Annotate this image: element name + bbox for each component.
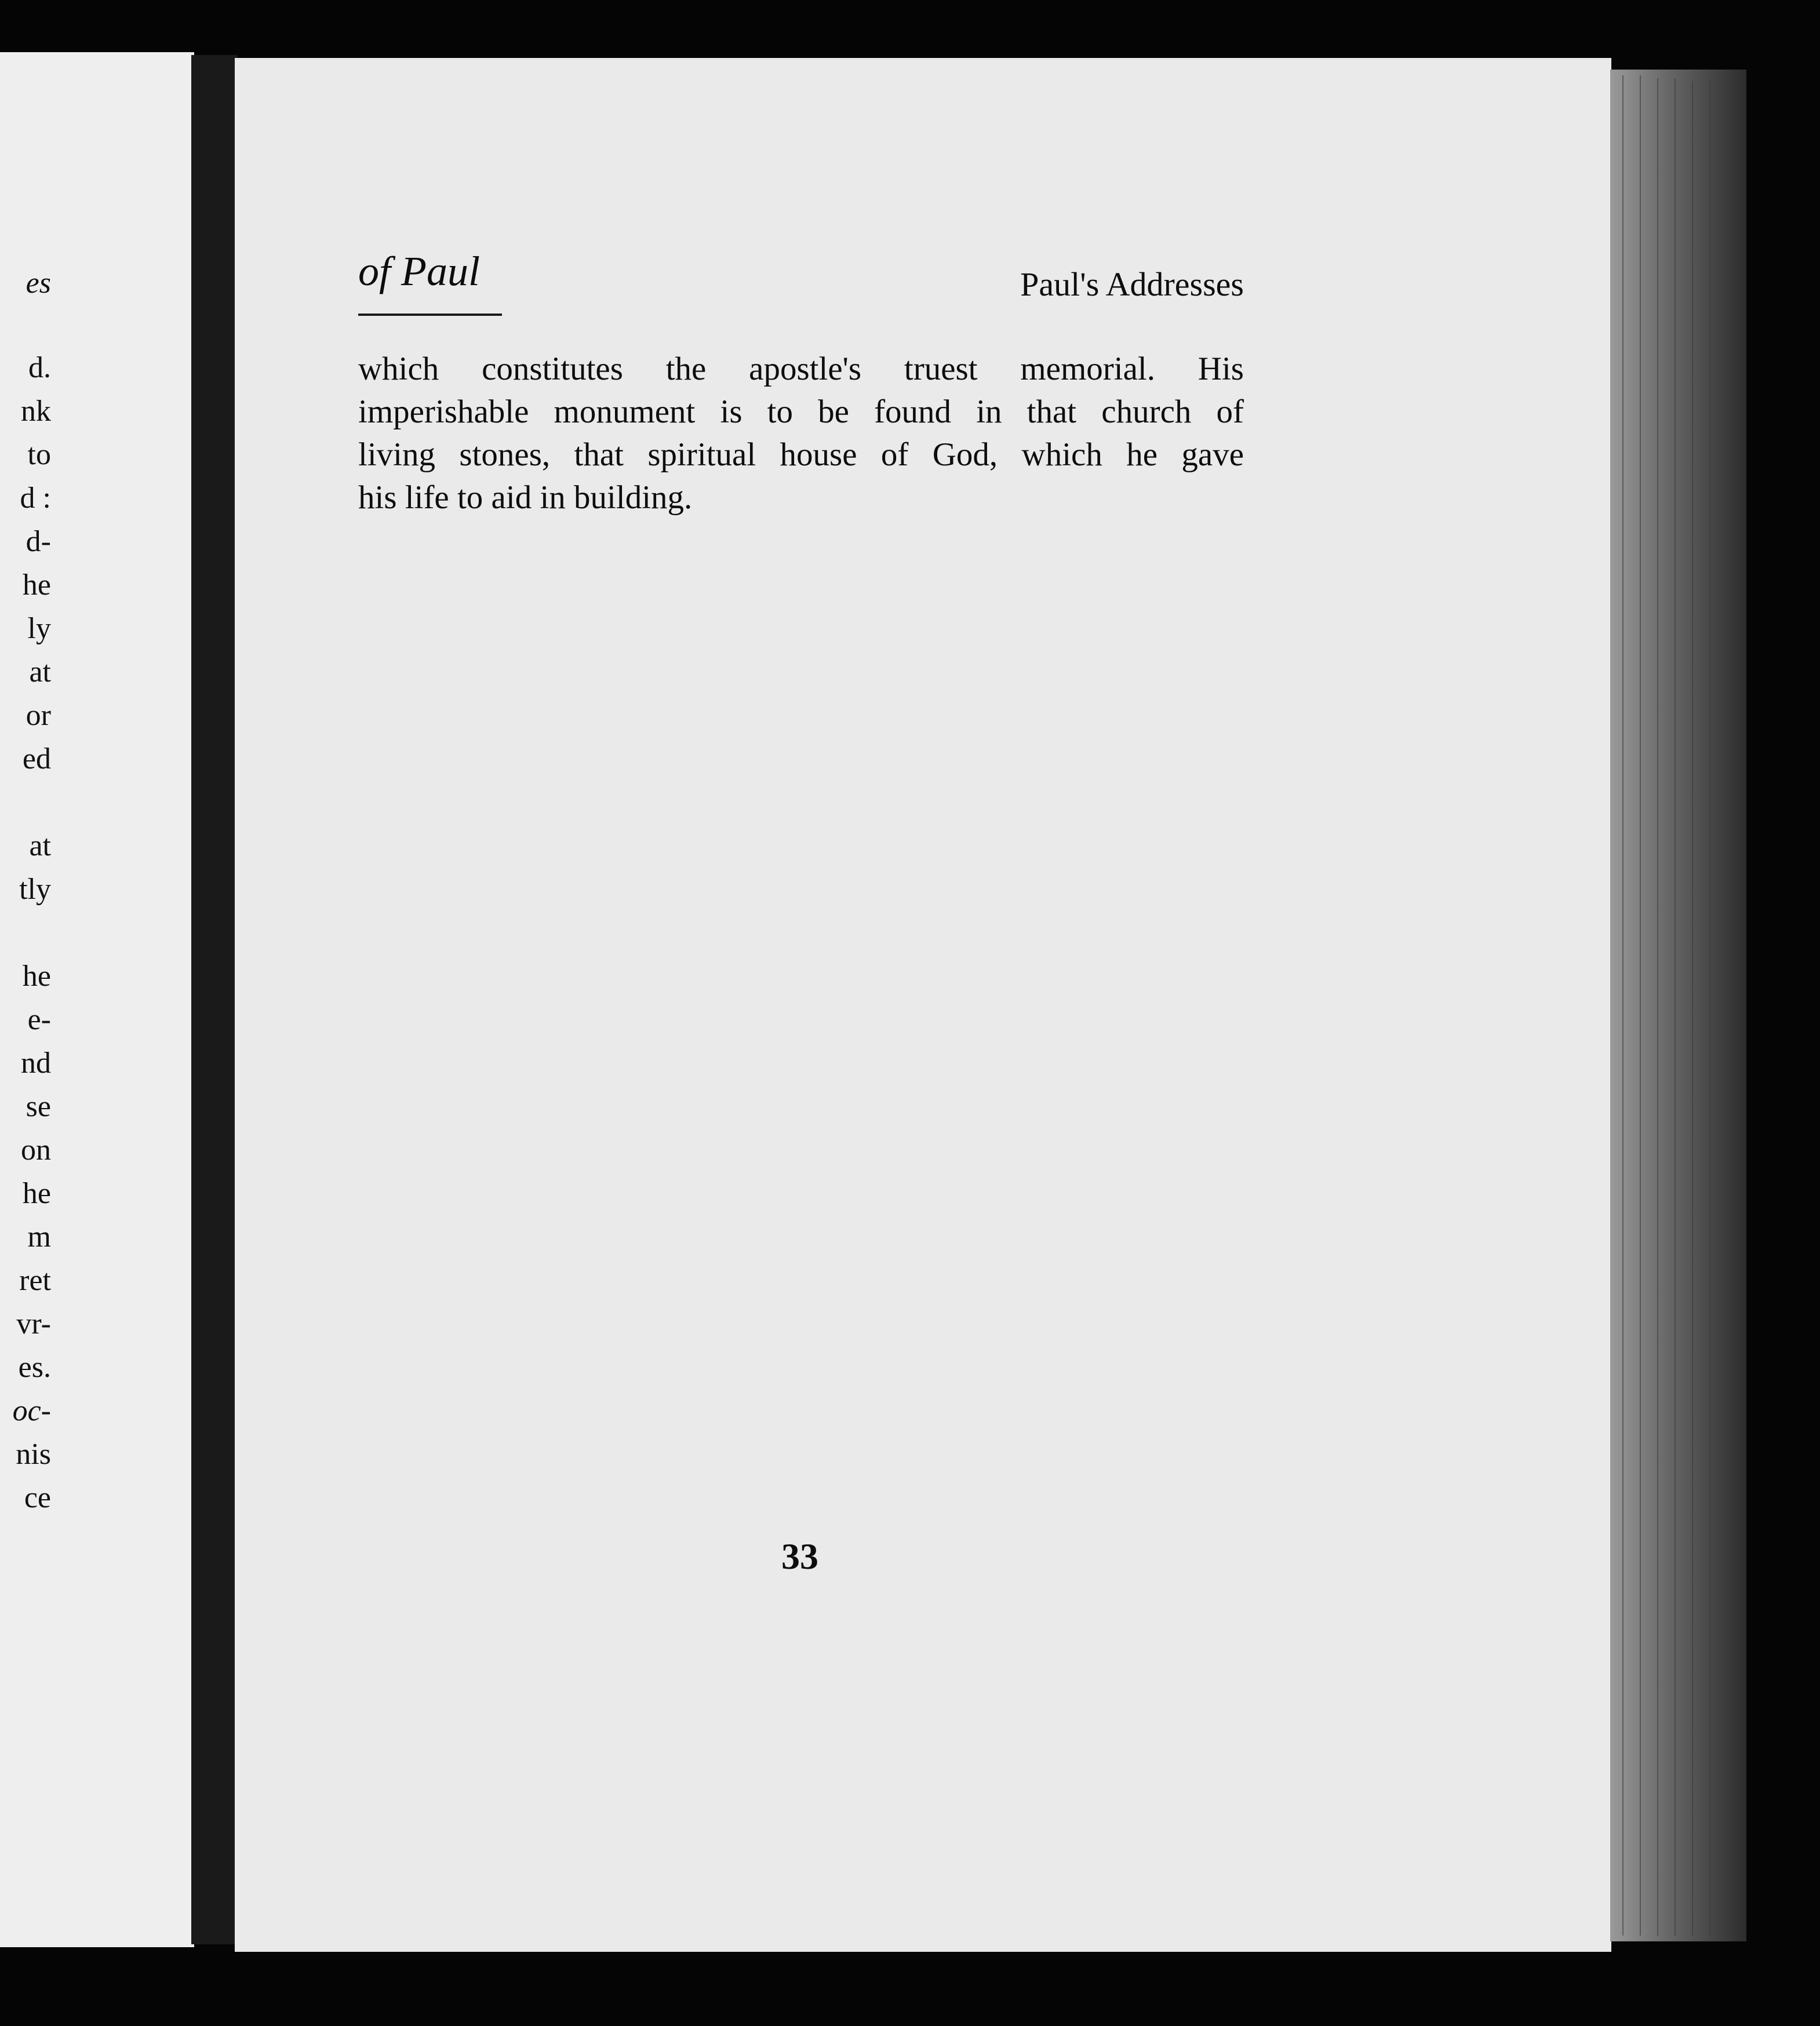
left-fragment: ret xyxy=(19,1264,51,1297)
left-fragment: to xyxy=(27,438,51,471)
left-fragment: he xyxy=(22,569,51,602)
left-fragment: e- xyxy=(27,1003,51,1036)
page-edges xyxy=(1610,70,1746,1941)
left-fragment: tly xyxy=(19,873,51,906)
left-fragment: es. xyxy=(18,1351,51,1384)
left-fragment: at xyxy=(29,655,51,688)
gutter-shadow xyxy=(191,55,238,1944)
left-fragment xyxy=(0,782,51,823)
left-fragment: or xyxy=(26,699,51,732)
left-fragment: nk xyxy=(21,395,51,428)
left-fragment xyxy=(0,913,51,953)
left-fragment: he xyxy=(22,1177,51,1210)
running-head-rule xyxy=(358,314,502,316)
left-fragment: ed xyxy=(22,742,51,775)
left-fragment: ce xyxy=(24,1481,51,1514)
left-page-text-fragments xyxy=(0,226,52,1559)
left-fragment: at xyxy=(29,829,51,862)
left-fragment: on xyxy=(21,1134,51,1167)
left-fragment: es xyxy=(26,267,51,300)
body-text xyxy=(358,348,1244,519)
body-line: imperishable monument is to be found in that church of xyxy=(358,393,1244,430)
body-line: which constitutes the apostle's truest memorial. His xyxy=(358,351,1244,387)
running-head-right: Paul's Addresses xyxy=(1020,265,1244,303)
left-fragment: d : xyxy=(20,482,51,515)
left-fragment: se xyxy=(26,1090,51,1123)
left-fragment: oc- xyxy=(12,1394,51,1427)
running-head-left: of Paul xyxy=(358,248,480,294)
left-fragment: d- xyxy=(26,525,51,558)
left-fragment: m xyxy=(27,1220,51,1254)
body-line: living stones, that spiritual house of God, which he gave xyxy=(358,436,1244,473)
left-fragment: he xyxy=(22,960,51,993)
right-page xyxy=(235,58,1611,1952)
left-fragment: d. xyxy=(28,351,51,384)
page-number: 33 xyxy=(781,1536,818,1577)
left-fragment: ly xyxy=(27,612,51,645)
left-fragment: nd xyxy=(21,1047,51,1080)
body-line: his life to aid in building. xyxy=(358,479,693,516)
left-fragment: vr- xyxy=(16,1307,51,1340)
left-fragment: nis xyxy=(16,1438,51,1471)
